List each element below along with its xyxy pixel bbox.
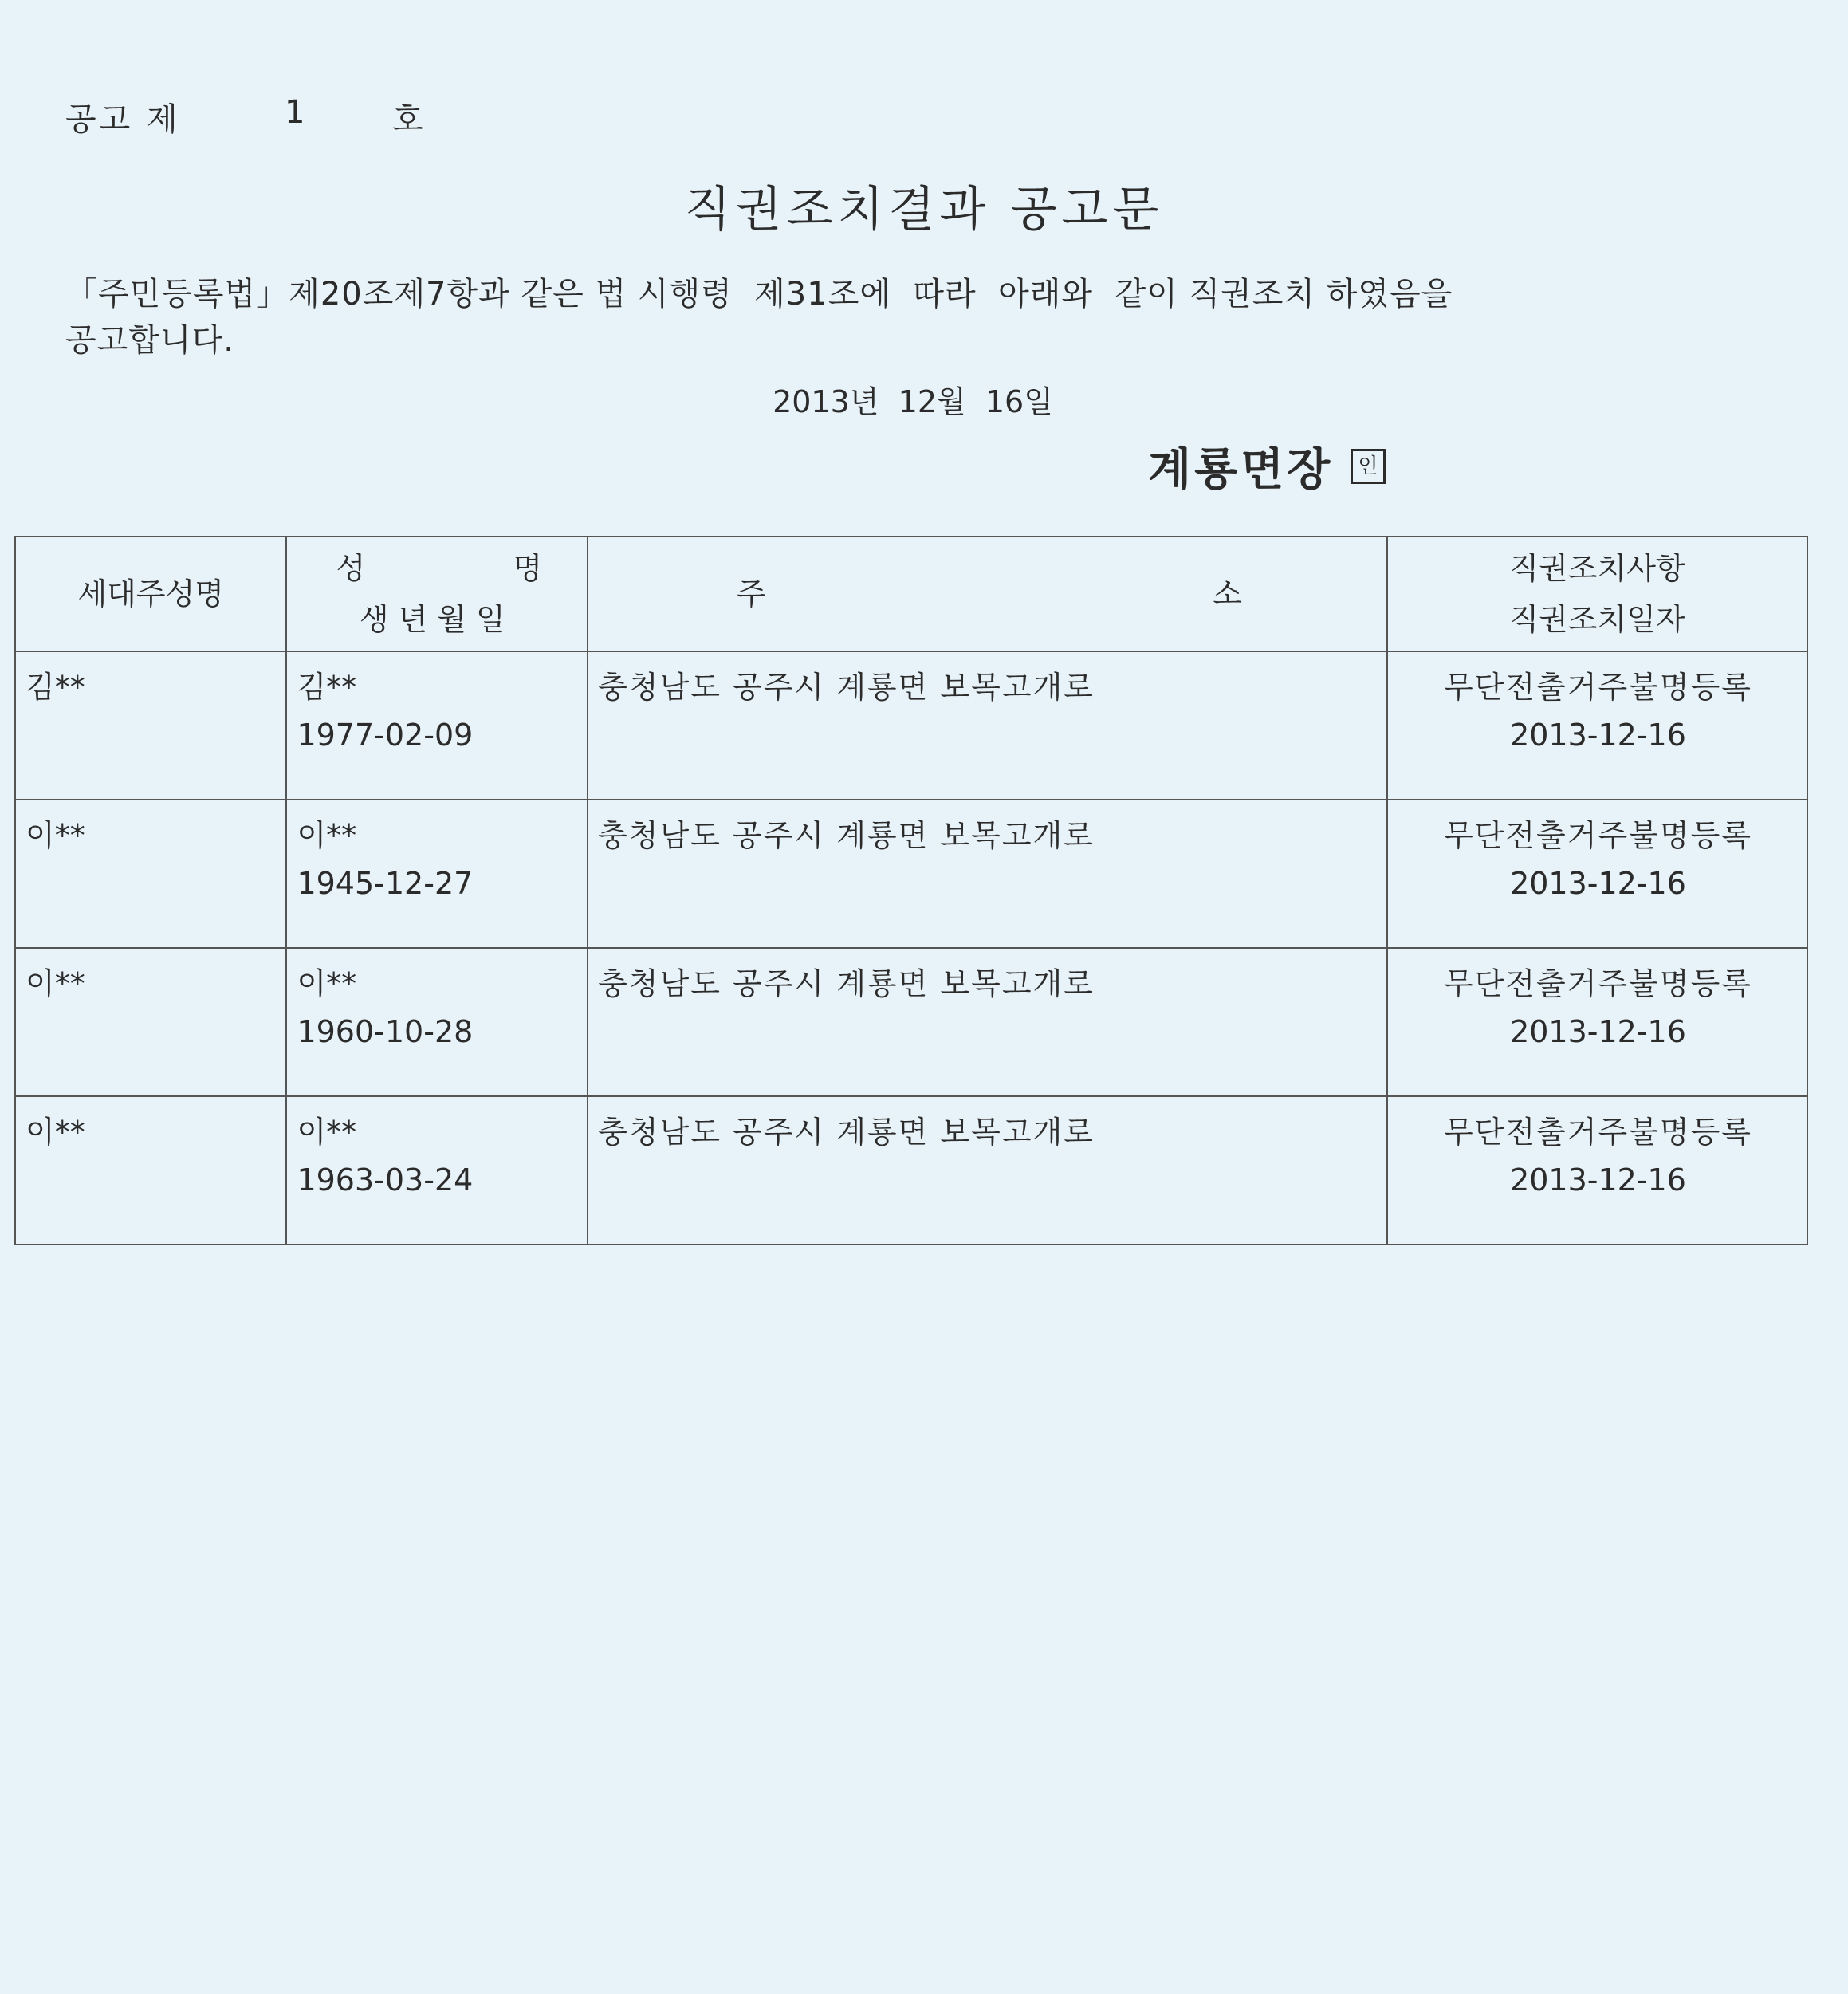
cell-action-date: 2013-12-16: [1510, 866, 1686, 901]
header-address-part-1: 주: [737, 576, 766, 612]
cell-name: 김**: [297, 670, 357, 705]
notice-date: 2013년 12월 16일: [773, 384, 1053, 419]
header-householder: 세대주성명: [15, 537, 286, 651]
page-title: 직권조치결과 공고문: [684, 182, 1164, 238]
notice-body-text: 「주민등록법」제20조제7항과 같은 법 시행령 제31조에 따라 아래와 같이 직권조치 하였음을 공고합니다.: [65, 276, 1453, 359]
cell-action: [1387, 1096, 1807, 1245]
cell-name-birth: [286, 800, 588, 948]
cell-address: 충청남도 공주시 계룡면 보목고개로: [588, 800, 1387, 948]
cell-action-date: 2013-12-16: [1510, 718, 1686, 753]
cell-name: 이**: [297, 818, 357, 853]
notice-number: [65, 94, 423, 140]
notice-number-prefix: 공고 제: [65, 101, 181, 138]
header-name: [288, 543, 586, 594]
cell-action-date: 2013-12-16: [1510, 1014, 1686, 1049]
notice-number-value: 1: [285, 94, 305, 131]
cell-name-birth: [286, 948, 588, 1096]
header-name-birth: [286, 537, 588, 651]
signature-block: [1148, 435, 1386, 498]
cell-birth: 1977-02-09: [297, 718, 474, 753]
cell-action: [1387, 651, 1807, 800]
table-row: [15, 651, 1807, 800]
cell-name-birth: [286, 1096, 588, 1245]
cell-action: [1387, 948, 1807, 1096]
cell-birth: 1945-12-27: [297, 866, 474, 901]
cell-householder: 김**: [15, 651, 286, 800]
cell-action: [1387, 800, 1807, 948]
seal-stamp: 인: [1351, 449, 1385, 484]
cell-householder: 이**: [15, 948, 286, 1096]
cell-name-birth: [286, 651, 588, 800]
table-row: [15, 800, 1807, 948]
header-action: [1387, 537, 1807, 651]
table-row: [15, 1096, 1807, 1245]
cell-householder: 이**: [15, 1096, 286, 1245]
cell-name: 이**: [297, 1115, 357, 1150]
cell-action-type: 무단전출거주불명등록: [1443, 1115, 1753, 1150]
cell-action-type: 무단전출거주불명등록: [1443, 818, 1753, 853]
header-name-part-1: 성: [336, 551, 366, 586]
cell-householder: 이**: [15, 800, 286, 948]
cell-action-date: 2013-12-16: [1510, 1162, 1686, 1198]
cell-birth: 1960-10-28: [297, 1014, 474, 1049]
cell-action-type: 무단전출거주불명등록: [1443, 966, 1753, 1001]
records-table: [14, 536, 1808, 1245]
cell-address: 충청남도 공주시 계룡면 보목고개로: [588, 948, 1387, 1096]
table-row: [15, 948, 1807, 1096]
header-name-part-2: 명: [513, 551, 543, 586]
header-address: [588, 537, 1387, 651]
cell-name: 이**: [297, 966, 357, 1001]
signatory-name: 계룡면장: [1148, 444, 1334, 496]
table-header-row: [15, 537, 1807, 651]
cell-birth: 1963-03-24: [297, 1162, 474, 1198]
cell-action-type: 무단전출거주불명등록: [1443, 670, 1753, 705]
header-action-type: 직권조치사항: [1509, 551, 1685, 586]
header-action-date: 직권조치일자: [1509, 602, 1685, 637]
header-address-part-2: 소: [1213, 576, 1242, 612]
notice-number-suffix: 호: [392, 101, 423, 138]
header-birth: 생년월일: [359, 602, 515, 637]
cell-address: 충청남도 공주시 계룡면 보목고개로: [588, 1096, 1387, 1245]
cell-address: 충청남도 공주시 계룡면 보목고개로: [588, 651, 1387, 800]
